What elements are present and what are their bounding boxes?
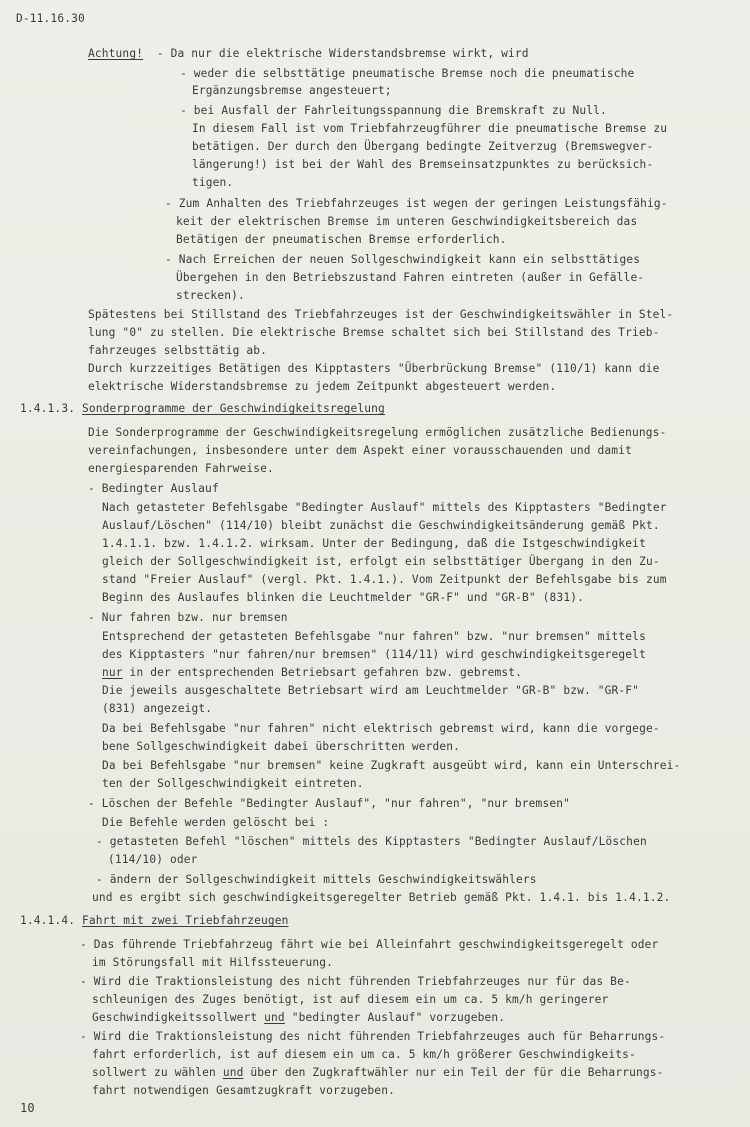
text-line [102,738,460,755]
text-segment: (831) angezeigt. [102,702,213,715]
text-line [102,682,639,699]
text-line [88,424,666,441]
text-segment: - Bedingter Auslauf [88,482,219,495]
text-line [88,360,660,377]
text-segment: - bei Ausfall der Fahrleitungsspannung die Bremskraft zu Null. [180,104,607,117]
text-segment: Geschwindigkeitssollwert [92,1011,265,1024]
underlined-text: und [222,1066,244,1079]
text-segment: 1.4.1.1. bzw. 1.4.1.2. wirksam. Unter der Bedingung, daß die Istgeschwindigkeit [102,537,646,550]
text-line [88,442,632,459]
text-line [102,589,584,606]
text-segment: Da bei Befehlsgabe "nur fahren" nicht elektrisch gebremst wird, kann die vorgege- [102,722,660,735]
text-line [192,120,667,137]
text-segment: - Nach Erreichen der neuen Sollgeschwindigkeit kann ein selbsttätiges [165,253,641,266]
text-line [102,757,680,774]
text-line [192,82,392,99]
text-segment: "bedingter Auslauf" vorzugeben. [284,1011,506,1024]
text-line [192,156,653,173]
text-segment: Betätigen der pneumatischen Bremse erforderlich. [176,233,507,246]
text-line [92,1064,664,1081]
text-segment: Ergänzungsbremse angesteuert; [192,84,392,97]
text-line [88,609,288,626]
text-line [165,195,668,212]
underlined-text: Achtung! [88,47,144,60]
text-segment: 1.4.1.4. [20,914,82,927]
page-number: 10 [20,1101,35,1115]
text-line [80,936,658,953]
text-line [102,814,329,831]
text-segment: - getasteten Befehl "löschen" mittels des Kipptasters "Bedingter Auslauf/Löschen [96,835,647,848]
text-segment: vereinfachungen, insbesondere unter dem Aspekt einer vorausschauenden und damit [88,444,632,457]
text-segment: und es ergibt sich geschwindigkeitsgeregelter Betrieb gemäß Pkt. 1.4.1. bis 1.4.1.2. [92,891,671,904]
text-segment: Beginn des Auslaufes blinken die Leuchtmelder "GR-F" und "GR-B" (831). [102,591,584,604]
text-line [96,871,537,888]
text-line [176,287,245,304]
text-segment: betätigen. Der durch den Übergang bedingte Zeitverzug (Bremswegver- [192,140,654,153]
text-line [102,720,660,737]
text-line [92,1009,505,1026]
text-segment: 1.4.1.3. [20,402,82,415]
text-segment: gleich der Sollgeschwindigkeit ist, erfolgt ein selbsttätiger Übergang in den Zu- [102,555,660,568]
text-segment: schleunigen des Zuges benötigt, ist auf diesem ein um ca. 5 km/h geringerer [92,993,609,1006]
text-line [102,664,522,681]
text-segment: ten der Sollgeschwindigkeit eintreten. [102,777,364,790]
text-segment: Übergehen in den Betriebszustand Fahren eintreten (außer in Gefälle- [176,271,645,284]
text-segment: - Da nur die elektrische Widerstandsbremse wirkt, wird [143,47,529,60]
text-line [180,102,607,119]
text-segment: Entsprechend der getasteten Befehlsgabe "nur fahren" bzw. "nur bremsen" mittels [102,630,646,643]
text-line [192,138,653,155]
text-line [88,378,556,395]
text-line [102,700,212,717]
underlined-text: Sonderprogramme der Geschwindigkeitsregelung [81,402,385,415]
text-line [102,499,667,516]
text-segment: Da bei Befehlsgabe "nur bremsen" keine Zugkraft ausgeübt wird, kann ein Unterschrei- [102,759,681,772]
text-line [80,973,631,990]
text-line [88,795,570,812]
underlined-text: und [264,1011,285,1024]
text-line [180,65,634,82]
text-segment: - Wird die Traktionsleistung des nicht führenden Triebfahrzeuges auch für Beharrungs- [80,1030,666,1043]
text-line [108,851,198,868]
text-segment: fahrt erforderlich, ist auf diesem ein um ca. 5 km/h größerer Geschwindigkeits- [92,1048,636,1061]
text-line [92,1046,636,1063]
text-segment: - Zum Anhalten des Triebfahrzeuges ist wegen der geringen Leistungsfähig- [165,197,668,210]
text-segment: - Nur fahren bzw. nur bremsen [88,611,288,624]
text-segment: längerung!) ist bei der Wahl des Bremseinsatzpunktes zu berücksich- [192,158,654,171]
text-segment: - Wird die Traktionsleistung des nicht führenden Triebfahrzeuges nur für das Be- [80,975,631,988]
text-segment: - Das führende Triebfahrzeug fährt wie bei Alleinfahrt geschwindigkeitsgeregelt oder [80,938,659,951]
text-segment: - Löschen der Befehle "Bedingter Auslauf", "nur fahren", "nur bremsen" [88,797,570,810]
text-line [88,324,660,341]
text-line [88,460,274,477]
text-segment: In diesem Fall ist vom Triebfahrzeugführer die pneumatische Bremse zu [192,122,668,135]
text-line [88,45,529,62]
text-line [80,1028,665,1045]
doc-id: D-11.16.30 [16,12,85,25]
text-segment: fahrzeuges selbsttätig ab. [88,344,268,357]
text-segment: Die Sonderprogramme der Geschwindigkeitsregelung ermöglichen zusätzliche Bedienungs- [88,426,667,439]
text-line [88,342,267,359]
text-line [102,535,646,552]
text-segment: bene Sollgeschwindigkeit dabei überschritten werden. [102,740,461,753]
text-segment: - ändern der Sollgeschwindigkeit mittels Geschwindigkeitswählers [96,873,537,886]
text-line [192,174,233,191]
text-line [102,571,667,588]
text-segment: Nach getasteter Befehlsgabe "Bedingter Auslauf" mittels des Kipptasters "Bedingter [102,501,667,514]
text-segment: (114/10) oder [108,853,198,866]
text-segment: tigen. [192,176,234,189]
text-line [20,912,289,929]
text-line [102,553,660,570]
text-line [102,646,646,663]
text-segment: keit der elektrischen Bremse im unteren Geschwindigkeitsbereich das [176,215,638,228]
text-line [102,517,660,534]
text-segment: Durch kurzzeitiges Betätigen des Kipptasters "Überbrückung Bremse" (110/1) kann die [88,362,660,375]
text-segment: in der entsprechenden Betriebsart gefahren bzw. gebremst. [122,666,523,679]
text-segment: - weder die selbsttätige pneumatische Bremse noch die pneumatische [180,67,635,80]
text-line [92,991,608,1008]
text-line [20,400,385,417]
text-line [102,628,646,645]
text-line [92,1082,395,1099]
text-line [88,306,673,323]
underlined-text: nur [102,666,123,679]
text-segment: über den Zugkraftwähler nur ein Teil der für die Beharrungs- [243,1066,664,1079]
text-line [165,251,640,268]
text-segment: elektrische Widerstandsbremse zu jedem Zeitpunkt abgesteuert werden. [88,380,557,393]
text-line [92,889,670,906]
text-segment: sollwert zu wählen [92,1066,223,1079]
text-segment: des Kipptasters "nur fahren/nur bremsen" (114/11) wird geschwindigkeitsgeregelt [102,648,646,661]
text-segment: im Störungsfall mit Hilfssteuerung. [92,956,333,969]
text-segment: energiesparenden Fahrweise. [88,462,274,475]
text-line [176,231,507,248]
text-segment: fahrt notwendigen Gesamtzugkraft vorzugeben. [92,1084,395,1097]
text-segment: lung "0" zu stellen. Die elektrische Bremse schaltet sich bei Stillstand des Trieb- [88,326,660,339]
text-segment: Spätestens bei Stillstand des Triebfahrzeuges ist der Geschwindigkeitswähler in Stel- [88,308,674,321]
text-line [92,954,333,971]
text-line [88,480,219,497]
text-segment: stand "Freier Auslauf" (vergl. Pkt. 1.4.1.). Vom Zeitpunkt der Befehlsgabe bis zum [102,573,667,586]
text-segment: Die jeweils ausgeschaltete Betriebsart wird am Leuchtmelder "GR-B" bzw. "GR-F" [102,684,640,697]
text-segment: Die Befehle werden gelöscht bei : [102,816,330,829]
text-line [96,833,647,850]
text-line [102,775,364,792]
text-line [176,269,644,286]
text-line [176,213,637,230]
text-segment: Auslauf/Löschen" (114/10) bleibt zunächst die Geschwindigkeitsänderung gemäß Pkt. [102,519,660,532]
underlined-text: Fahrt mit zwei Triebfahrzeugen [81,914,289,927]
text-segment: strecken). [176,289,245,302]
